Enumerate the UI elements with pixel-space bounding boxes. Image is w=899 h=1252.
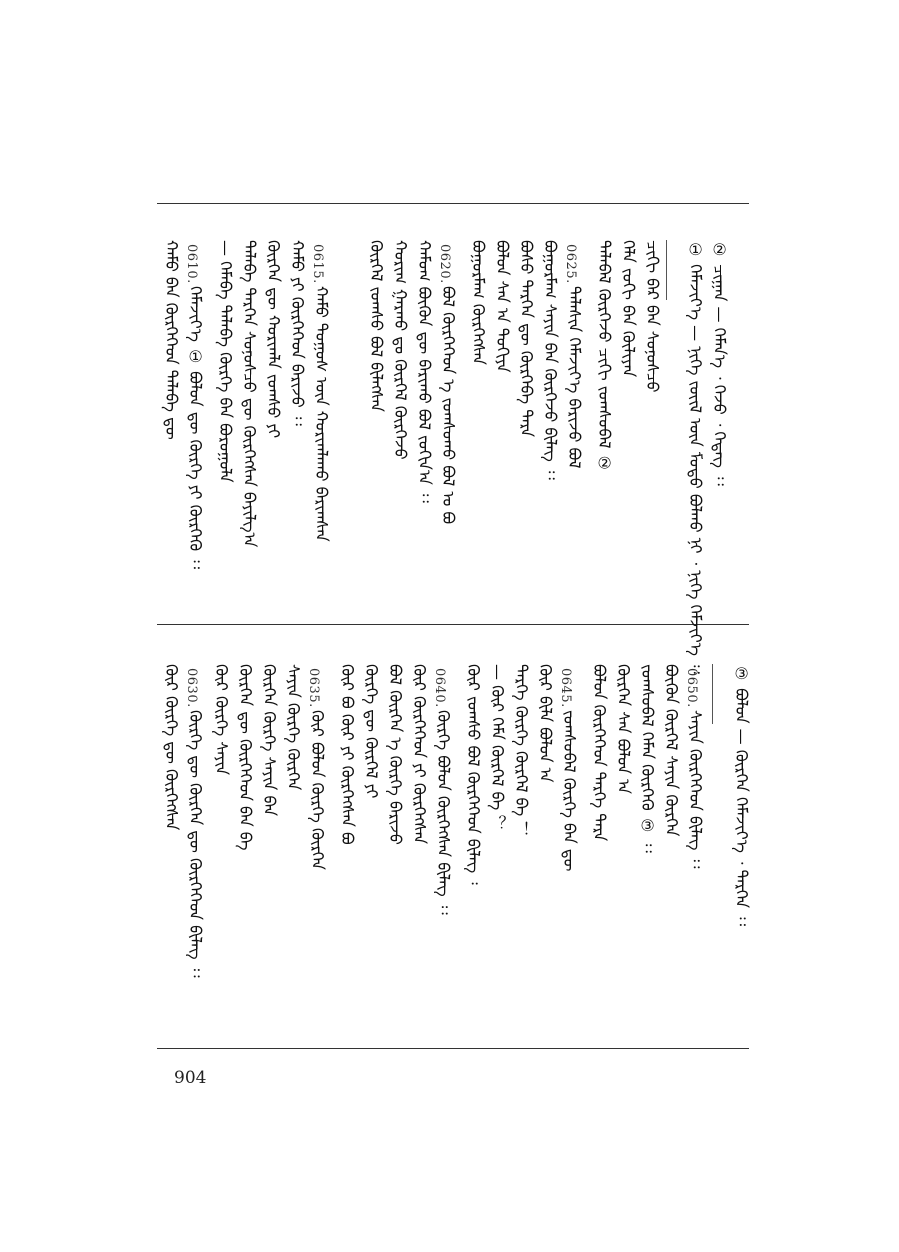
bottom-rule (157, 1048, 749, 1049)
verse-line: ᠬᠦᠷᠭᠡᠨ ᠳᠦ ᠬᠣᠷᠢᠭᠯᠠ ᠵᠣᠭᠰᠣ ᠶᠢ (264, 240, 283, 439)
verse-line: ᠬᠣᠷᠢᠭ ᠭᠠᠷᠬᠤ ᠳᠤ ᠬᠦᠷᠭᠡᠯ ᠬᠦᠷᠭᠡᠵᠦ (391, 240, 410, 460)
verse-line: ᠪᠣᠯᠤᠨ ᠰᠠᠨ ᠠ ᠲᠣᠬᠢᠶᠠ (493, 240, 512, 373)
verse-line: ᠬᠦᠷᠭᠡᠨ ᠳᠦ ᠬᠦᠷᠭᠡᠭᠡᠳ ᠪᠡᠨ ᠪᠡ (236, 664, 255, 851)
verse-line: ᠲᠠᠯᠠᠪᠠᠯ ᠬᠦᠷᠭᠡᠵᠦ ᠴᠢᠬᠢ ᠵᠣᠭᠰᠣᠪᠠᠯ ② (595, 240, 614, 473)
footnote-3: ③ ᠪᠣᠯᠤᠨ — ᠬᠦᠷᠭᠡᠨ ᠬᠡᠮᠡᠵᠢᠶ᠎ᠡ ᠂ ᠲᠡᠷᠭᠡᠨ ᠄᠄ (732, 664, 751, 927)
verse-line: ᠬᠠᠮᠤ ᠪᠡᠨ ᠬᠦᠷᠭᠡᠭᠡᠳ ᠲᠠᠯᠠᠪᠠ ᠳᠦ (162, 240, 181, 440)
footnote-2: ② ᠴᠢᠭᠠᠨ — ᠬᠡᠮᠡᠨ᠎ᠡ ᠂ ᠭᠡᠵᠦ ᠂ ᠭᠡᠳᠡᠭ ᠄᠄ (710, 240, 729, 486)
middle-rule (157, 624, 749, 625)
verse-line: ᠪᠣᠭᠣᠷᠮᠠᠭ ᠰᠠᠶᠢᠨ ᠪᠡᠨ ᠬᠦᠷᠭᠡᠵᠦ ᠪᠢᠯᠡᠭ ᠄᠄ (541, 240, 560, 480)
verse-line: ᠲᠡᠷᠭᠡ ᠬᠦᠷᠭᠡ ᠬᠦᠷᠭᠡᠯ ᠪᠡ ！ (512, 664, 531, 838)
verse-line: ᠬᠦᠷ ᠬᠦᠷᠭᠡ ᠰᠠᠶᠢᠨ (212, 664, 231, 776)
footnote-separator (712, 664, 713, 724)
verse-line: ᠬᠦᠷᠭᠡᠨ ᠰᠠᠨ ᠪᠣᠯᠤᠨ ᠠ (614, 664, 633, 795)
line-number: 0615. (310, 244, 325, 284)
verse-line: ᠬᠠᠮᠤᠭ ᠪᠦᠬᠦᠨ ᠳᠦ ᠪᠠᠷᠢᠬᠤ ᠪᠣᠯ ᠵᠣᠬᠢᠨ᠎ᠠ ᠄᠄ (415, 240, 434, 503)
line-number: 0610. (184, 244, 199, 284)
verse-line: ᠪᠦᠬᠦᠨ ᠬᠦᠷᠭᠡᠯ ᠰᠠᠶᠢᠨ ᠬᠦᠷᠭᠡᠨ (662, 664, 681, 837)
verse-line: ᠵᠣᠭᠰᠣᠪᠠᠯ ᠬᠦᠷᠭᠡ ᠪᠡᠨ ᠳᠦ (560, 710, 579, 872)
verse-line: ᠬᠦᠷᠭᠡ ᠪᠣᠯᠤᠨ ᠬᠦᠷᠭᠡᠭᠰᠡᠨ ᠪᠢᠯᠡᠭ ᠄᠄ (434, 710, 453, 915)
verse-line: ᠵᠣᠭᠰᠣᠪᠠᠯ ᠬᠡᠮᠡᠨ ᠬᠦᠷᠭᠡᠬᠦ ③ ᠄᠄ (638, 664, 657, 853)
verse-line: ᠬᠦᠷ ᠬᠦᠷᠭᠡᠭᠡᠳ ᠶᠢ ᠬᠦᠷᠭᠡᠭᠰᠡᠨ (410, 664, 429, 845)
verse-line: ᠬᠦᠷᠭᠡ ᠳᠦ ᠬᠦᠷᠭᠡᠨ ᠳᠦ ᠬᠦᠷᠭᠡᠭᠡᠳ ᠪᠢᠯᠡᠭ ᠄᠄ (186, 710, 205, 978)
line-number: 0620. (437, 244, 452, 284)
line-number: 0645. (558, 668, 573, 708)
verse-line: ᠬᠦᠷ ᠪᠣᠯᠤᠨ ᠬᠦᠷᠭᠡ ᠬᠦᠷᠭᠡᠨ (308, 710, 327, 870)
line-number: 0650. (684, 668, 699, 708)
verse-line: ᠪᠣᠭᠣᠷᠮᠠᠭ ᠬᠦᠷᠭᠡᠭᠰᠡᠨ (469, 240, 488, 366)
verse-line: ᠬᠦᠷᠭᠡᠯ ᠵᠣᠭᠰᠣ ᠪᠣᠯ ᠪᠢᠯᠡᠭᠰᠡᠨ (367, 240, 386, 412)
verse-line: ᠪᠣᠯᠤᠨ ᠬᠦᠷᠭᠡᠭᠡᠳ ᠲᠡᠷᠭᠡ ᠲᠡᠷᠡ (590, 664, 609, 842)
verse-line: — ᠬᠦᠷ ᠬᠡᠮᠡ ᠬᠦᠷᠭᠡᠯ ᠪᠡ ？ (488, 664, 507, 832)
verse-line: ᠬᠦᠷ ᠬᠦᠷᠭᠡ ᠳᠦ ᠬᠦᠷᠭᠡᠭᠰᠡᠨ (162, 664, 181, 831)
top-rule (157, 203, 749, 204)
verse-line: ᠪᠣᠯ ᠬᠦᠷᠭᠡᠨ ᠡ ᠬᠦᠷᠭᠡ ᠪᠠᠷᠢᠵᠤ (386, 664, 405, 845)
line-number: 0625. (563, 244, 578, 284)
verse-line: ᠴᠢᠬᠢ ᠪᠡᠷ ᠪᠡᠨ ᠰᠣᠨᠣᠰᠴᠤ (643, 240, 662, 393)
verse-line: ᠬᠦᠷ ᠵᠣᠭᠰᠣ ᠪᠣᠯ ᠬᠦᠷᠭᠡᠭᠡᠳ ᠪᠢᠯᠡᠭ ᠄ (464, 664, 483, 885)
verse-line: ᠪᠣᠯ ᠬᠦᠷᠭᠡᠭᠡᠳ ᠡ ᠵᠣᠭᠰᠣᠬᠤ ᠪᠣᠯ ᠤ ᠪᠣ (439, 286, 458, 525)
verse-line: ᠬᠦᠷᠭᠡ ᠳᠦ ᠬᠦᠷᠭᠡᠯ ᠶᠢ (362, 664, 381, 799)
verse-line: ᠲᠠᠯᠠᠪᠠ ᠲᠡᠷᠭᠡᠨ ᠰᠣᠨᠣᠰᠴᠤ ᠳᠦ ᠬᠦᠷᠭᠡᠭᠰᠡᠨ ᠪᠠᠶᠢᠯᠭ᠎ᠠ (240, 240, 259, 548)
verse-line: ᠪᠣᠰᠣ ᠲᠡᠷᠭᠡᠨ ᠳᠦ ᠬᠦᠷᠭᠡᠪᠡ ᠲᠡᠷᠡ (517, 240, 536, 438)
verse-line: ᠬᠠᠮᠤ ᠶᠢ ᠬᠦᠷᠭᠡᠭᠡᠳ ᠪᠠᠷᠢᠵᠤ ᠄᠄ (288, 240, 307, 426)
verse-line: ᠲᠠᠯᠠᠰᠢᠨ ᠬᠡᠮᠡᠵᠢᠶ᠎ᠡ ᠪᠠᠷᠢᠵᠤ ᠪᠣᠯ (565, 286, 584, 469)
line-number: 0630. (184, 668, 199, 708)
line-number: 0640. (432, 668, 447, 708)
verse-line: — ᠬᠡᠮᠡᠪᠡ ᠲᠠᠯᠠᠪᠠ ᠬᠦᠷᠭᠡ ᠪᠡᠨ ᠪᠣᠷᠤᠭᠤᠯᠠ (216, 240, 235, 483)
verse-line: ᠬᠠᠮᠤ ᠲᠣᠭᠤᠰ ᠦᠨ ᠬᠣᠷᠢᠭᠯᠠᠬᠤ ᠪᠠᠷᠢᠭᠰᠠᠨ (312, 286, 331, 542)
footnote-separator (666, 240, 667, 300)
verse-line: ᠬᠡᠮᠡᠵᠢᠶ᠎ᠡ ① ᠪᠣᠯᠤᠨ ᠳᠦ ᠬᠦᠷᠭᠡ ᠶᠢ ᠬᠦᠷᠭᠡᠬᠦ ᠄᠄ (186, 286, 205, 570)
verse-line: ᠰᠠᠶᠢᠨ ᠬᠦᠷᠭᠡᠭᠡᠳ ᠪᠢᠯᠡᠭ ᠄᠄ (686, 710, 705, 869)
lower-text-block (0, 664, 899, 1044)
verse-line: ᠬᠦᠷ ᠪᠣ ᠬᠦᠷ ᠶᠢ ᠬᠦᠷᠭᠡᠭᠰᠡᠨ ᠪᠣ (338, 664, 357, 845)
footnote-1: ① ᠬᠡᠮᠡᠵᠢᠶ᠎ᠡ — ᠨᠢᠭᠡ ᠵᠦᠢᠯ ᠦᠨ ᠮᠣᠳᠣ ᠪᠣᠯᠬᠤ ᠨᠢ ᠂ ᠨᠢᠭᠡ ᠬᠡᠮᠵᠢᠶ᠎ᠡ ᠄᠄ (686, 240, 705, 674)
verse-line: ᠰᠠᠶᠢᠨ ᠬᠦᠷᠭᠡ ᠬᠦᠷᠭᠡᠨ (284, 664, 303, 791)
verse-line: ᠬᠦᠷ ᠪᠢᠯᠡ ᠪᠣᠯᠤᠨ ᠠ (536, 664, 555, 783)
verse-line: ᠬᠦᠷᠭᠡᠨ ᠬᠦᠷᠭᠡ ᠰᠠᠶᠢᠨ ᠪᠡᠨ (260, 664, 279, 817)
line-number: 0635. (306, 668, 321, 708)
verse-line: ᠬᠡᠯᠡ ᠵᠣᠬᠢ ᠪᠡᠨ ᠬᠦᠯᠢᠶᠡᠨ (619, 240, 638, 378)
page-number: 904 (174, 1068, 207, 1088)
upper-text-block (0, 240, 899, 674)
